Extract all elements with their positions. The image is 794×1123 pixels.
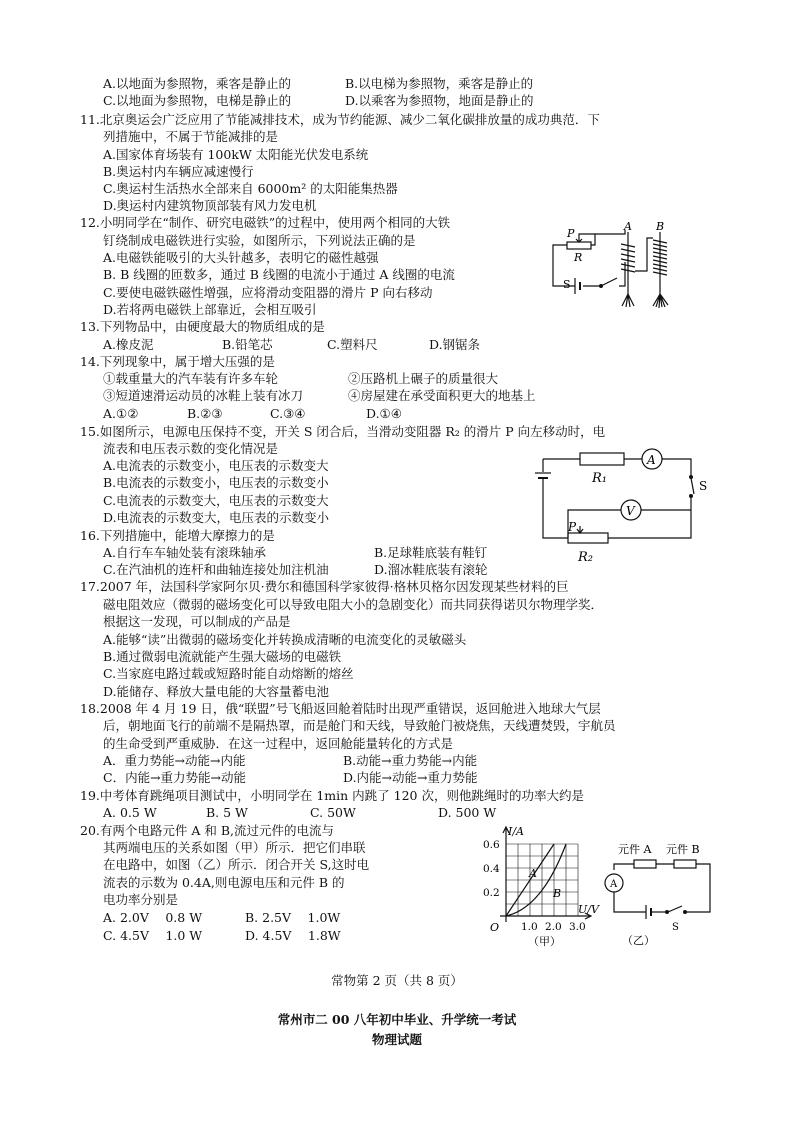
q18-option-d: D.内能→动能→重力势能: [343, 770, 478, 785]
q17-option-d: D.能储存、释放大量电能的大容量蓄电池: [103, 684, 330, 699]
q12-option-a: A.电磁铁能吸引的大头针越多，表明它的磁性越强: [103, 250, 379, 265]
q18-stem-line2: 后，朝地面飞行的前端不是隔热罩，而是舱门和天线，导致舱门被烧焦，天线遭焚毁，宇航员: [103, 718, 616, 733]
switch-s-label-2: S: [672, 922, 679, 933]
graph-y-tick-0-2: 0.2: [483, 887, 500, 899]
graph-x-tick-1: 1.0: [521, 921, 538, 933]
graph-caption: （甲）: [528, 935, 561, 948]
q18-option-b: B.动能→重力势能→内能: [343, 753, 478, 768]
q18-stem-line3: 的生命受到严重威胁．在这一过程中，返回舱能量转化的方式是: [103, 736, 454, 751]
q17-option-c: C.当家庭电路过载或短路时能自动熔断的熔丝: [103, 666, 354, 681]
q12-option-d: D.若将两电磁铁上部靠近，会相互吸引: [103, 302, 317, 317]
graph-x-axis-label: U/V: [578, 903, 599, 916]
q19-stem: 19.中考体育跳绳项目测试中，小明同学在 1min 内跳了 120 次，则他跳绳时的功率大约是: [80, 788, 584, 803]
q16-option-a: A.自行车车轴处装有滚珠轴承: [103, 545, 267, 560]
q12-option-b: B. B 线圈的匝数多，通过 B 线圈的电流小于通过 A 线圈的电流: [103, 267, 455, 282]
q14-option-d: D.①④: [366, 406, 402, 421]
series-circuit-figure: [600, 840, 720, 950]
q13-stem: 13.下列物品中，由硬度最大的物质组成的是: [80, 319, 325, 334]
q20-stem-line2: 其两端电压的关系如图（甲）所示．把它们串联: [103, 840, 366, 855]
graph-y-axis-label: I/A: [508, 825, 524, 838]
q15-option-a: A.电流表的示数变小，电压表的示数变大: [103, 458, 329, 473]
q19-option-d: D. 500 W: [438, 805, 497, 820]
q20-option-b: B. 2.5V 1.0W: [245, 910, 341, 925]
ammeter-symbol-label: A: [610, 879, 618, 890]
curve-a-label: A: [529, 867, 537, 880]
q16-option-d: D.溜冰鞋底装有滚轮: [374, 562, 488, 577]
q12-stem-line2: 钉绕制成电磁铁进行实验，如图所示，下列说法正确的是: [103, 233, 416, 248]
q19-option-b: B. 5 W: [206, 805, 248, 820]
q20-option-c: C. 4.5V 1.0 W: [103, 928, 203, 943]
q13-option-d: D.钢锯条: [429, 337, 481, 352]
q10-option-a: A.以地面为参照物，乘客是静止的: [103, 76, 292, 91]
q18-stem-line1: 18.2008 年 4 月 19 日，俄“联盟”号飞船返回舱着陆时出现严重错误，返回舱进入地球大气层: [80, 701, 601, 716]
q17-option-b: B.通过微弱电流就能产生强大磁场的电磁铁: [103, 649, 342, 664]
electromagnet-figure: [535, 222, 695, 310]
q15-option-d: D.电流表的示数变大，电压表的示数变小: [103, 510, 330, 525]
slider-p-label: P: [568, 520, 577, 534]
rheostat-r2-label: R₂: [578, 550, 593, 565]
q10-option-d: D.以乘客为参照物，地面是静止的: [345, 93, 534, 108]
q12-stem-line1: 12.小明同学在“制作、研究电磁铁”的过程中，使用两个相同的大铁: [80, 215, 451, 230]
q20-stem-line3: 在电路中，如图（乙）所示．闭合开关 S,这时电: [103, 857, 370, 872]
ammeter-label: A: [647, 453, 656, 467]
q19-option-c: C. 50W: [310, 805, 356, 820]
q17-stem-line3: 根据这一发现，可以制成的产品是: [103, 614, 291, 629]
switch-s-label: S: [699, 479, 708, 493]
q20-stem-line5: 电功率分别是: [103, 892, 179, 907]
q14-stem: 14.下列现象中，属于增大压强的是: [80, 354, 275, 369]
graph-x-tick-3: 3.0: [569, 921, 586, 933]
q11-option-c: C.奥运村生活热水全部来自 6000m² 的太阳能集热器: [103, 181, 398, 196]
q14-option-c: C.③④: [270, 406, 306, 421]
q14-item-2: ②压路机上碾子的质量很大: [348, 371, 499, 386]
q20-option-a: A. 2.0V 0.8 W: [103, 910, 203, 925]
rheostat-label: R: [574, 251, 583, 264]
q10-option-b: B.以电梯为参照物，乘客是静止的: [345, 76, 534, 91]
q20-option-d: D. 4.5V 1.8W: [245, 928, 341, 943]
q19-option-a: A. 0.5 W: [103, 805, 157, 820]
voltmeter-label: V: [626, 504, 635, 518]
coil-b-label: B: [656, 222, 665, 233]
q16-stem: 16.下列措施中，能增大摩擦力的是: [80, 528, 275, 543]
q20-stem-line1: 20.有两个电路元件 A 和 B,流过元件的电流与: [80, 823, 334, 838]
q18-option-a: A．重力势能→动能→内能: [103, 753, 246, 768]
q14-item-3: ③短道速滑运动员的冰鞋上装有冰刀: [103, 388, 304, 403]
q18-option-c: C．内能→重力势能→动能: [103, 770, 247, 785]
q17-option-a: A.能够“读”出微弱的磁场变化并转换成清晰的电流变化的灵敏磁头: [103, 632, 467, 647]
q14-item-4: ④房屋建在承受面积更大的地基上: [348, 388, 536, 403]
q13-option-c: C.塑料尺: [327, 337, 378, 352]
graph-y-tick-0-4: 0.4: [483, 863, 500, 875]
circuit-caption: （乙）: [622, 934, 655, 947]
q16-option-c: C.在汽油机的连杆和曲轴连接处加注机油: [103, 562, 329, 577]
coil-a-label: A: [624, 222, 632, 233]
q20-stem-line4: 流表的示数为 0.4A,则电源电压和元件 B 的: [103, 875, 345, 890]
q11-stem-line2: 列措施中，不属于节能减排的是: [103, 129, 279, 144]
graph-x-tick-2: 2.0: [545, 921, 562, 933]
q14-option-b: B.②③: [187, 406, 223, 421]
q16-option-b: B.足球鞋底装有鞋钉: [374, 545, 488, 560]
q11-option-b: B.奥运村内车辆应减速慢行: [103, 164, 254, 179]
q14-item-1: ①载重量大的汽车装有许多车轮: [103, 371, 279, 386]
q17-stem-line2: 磁电阻效应（微弱的磁场变化可以导致电阻大小的急剧变化）而共同获得诺贝尔物理学奖．: [103, 597, 604, 612]
rheostat-slider-label: P: [567, 227, 575, 240]
resistor-r1-label: R₁: [592, 471, 607, 486]
page-number: 常物第 2 页（共 8 页）: [331, 973, 463, 988]
rheostat-circuit-figure: [528, 442, 724, 572]
graph-origin-label: O: [490, 921, 500, 934]
element-b-label: 元件 B: [666, 843, 700, 856]
exam-title: 常州市二 00 八年初中毕业、升学统一考试: [277, 1012, 517, 1027]
q11-stem-line1: 11.北京奥运会广泛应用了节能减排技术，成为节约能源、减少二氧化碳排放量的成功典范．下: [80, 112, 600, 127]
q12-option-c: C.要使电磁铁磁性增强，应将滑动变阻器的滑片 P 向右移动: [103, 285, 433, 300]
q15-option-c: C.电流表的示数变大，电压表的示数变大: [103, 493, 329, 508]
graph-y-tick-0-6: 0.6: [483, 839, 500, 851]
q15-stem-line2: 流表和电压表示数的变化情况是: [103, 441, 279, 456]
q13-option-b: B.铅笔芯: [222, 337, 273, 352]
curve-b-label: B: [553, 887, 562, 900]
q17-stem-line1: 17.2007 年，法国科学家阿尔贝·费尔和德国科学家彼得·格林贝格尔因发现某些材料的巨: [80, 579, 569, 594]
q14-option-a: A.①②: [103, 406, 139, 421]
q11-option-d: D.奥运村内建筑物顶部装有风力发电机: [103, 198, 317, 213]
iu-graph-figure: [478, 822, 608, 952]
element-a-label: 元件 A: [618, 843, 652, 856]
exam-subtitle: 物理试题: [371, 1032, 422, 1047]
q15-option-b: B.电流表的示数变小，电压表的示数变小: [103, 475, 329, 490]
q10-option-c: C.以地面为参照物，电梯是静止的: [103, 93, 292, 108]
q13-option-a: A.橡皮泥: [103, 337, 154, 352]
q11-option-a: A.国家体育场装有 100kW 太阳能光伏发电系统: [103, 147, 369, 162]
switch-label: S: [563, 278, 571, 291]
q15-stem-line1: 15.如图所示，电源电压保持不变，开关 S 闭合后，当滑动变阻器 R₂ 的滑片 P 向左移动时，电: [80, 424, 606, 439]
